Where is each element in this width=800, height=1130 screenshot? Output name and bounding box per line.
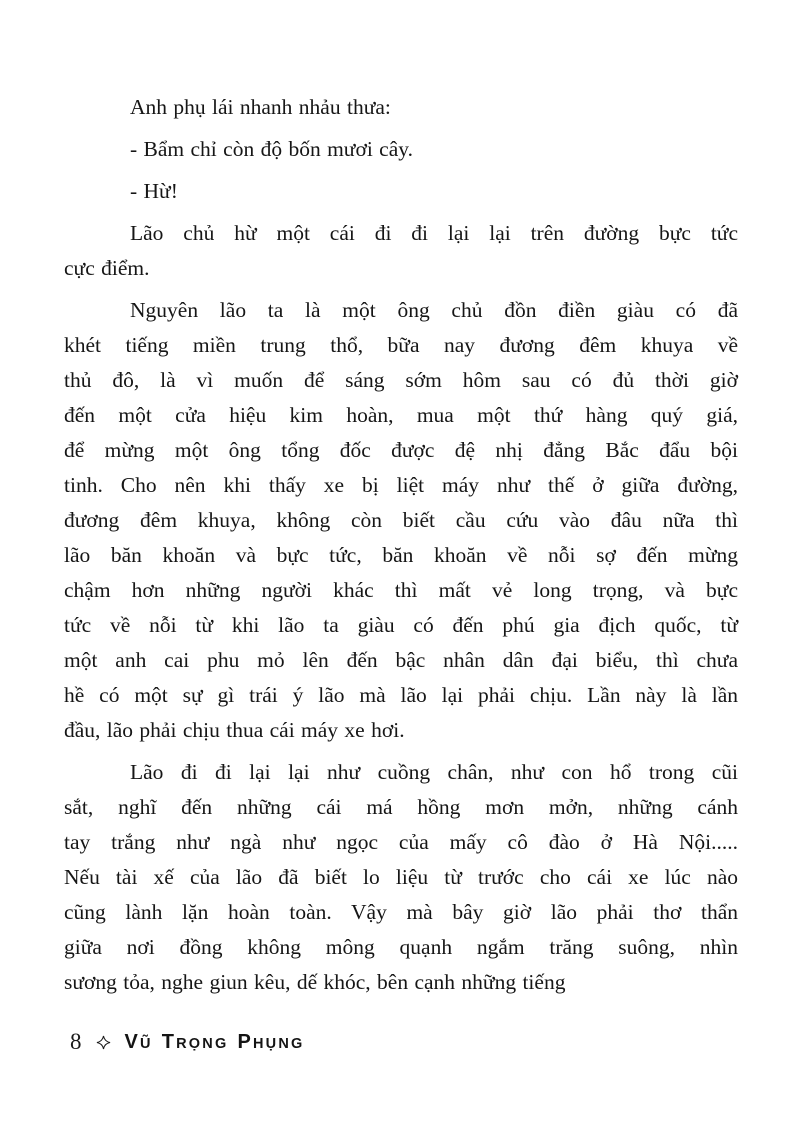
body-text	[64, 90, 738, 1007]
text-line: - Bẩm chỉ còn độ bốn mươi cây.	[130, 137, 413, 161]
text-line: đương đêm khuya, không còn biết cầu cứu vào đâu nữa thì	[64, 508, 738, 532]
author-running-head	[125, 1031, 305, 1054]
text-line: để mừng một ông tổng đốc được đệ nhị đẳng Bắc đẩu bội	[64, 438, 738, 462]
diamond-ornament-icon	[96, 1035, 111, 1050]
text-line: hề có một sự gì trái ý lão mà lão lại phải chịu. Lần này là lần	[64, 683, 738, 707]
paragraph	[64, 293, 738, 748]
text-line: một anh cai phu mỏ lên đến bậc nhân dân đại biểu, thì chưa	[64, 648, 738, 672]
text-line: Nếu tài xế của lão đã biết lo liệu từ trước cho cái xe lúc nào	[64, 865, 738, 889]
text-line: giữa nơi đồng không mông quạnh ngắm trăng suông, nhìn	[64, 935, 738, 959]
text-line: sương tỏa, nghe giun kêu, dế khóc, bên cạnh những tiếng	[64, 970, 566, 994]
text-line: lão băn khoăn và bực tức, băn khoăn về nỗi sợ đến mừng	[64, 543, 738, 567]
text-line: Anh phụ lái nhanh nhảu thưa:	[130, 95, 391, 119]
text-line: sắt, nghĩ đến những cái má hồng mơn mởn, những cánh	[64, 795, 738, 819]
author-word: PHỤNG	[237, 1030, 305, 1053]
paragraph	[64, 216, 738, 286]
paragraph	[64, 90, 738, 125]
text-line: đến một cửa hiệu kim hoàn, mua một thứ hàng quý giá,	[64, 403, 738, 427]
text-line: tức về nỗi từ khi lão ta giàu có đến phú gia địch quốc, từ	[64, 613, 738, 637]
text-line: tinh. Cho nên khi thấy xe bị liệt máy như thế ở giữa đường,	[64, 473, 738, 497]
text-line: thủ đô, là vì muốn để sáng sớm hôm sau có đủ thời giờ	[64, 368, 738, 392]
paragraph	[64, 132, 738, 167]
author-word: TRỌNG	[161, 1030, 229, 1053]
text-line: cực điểm.	[64, 256, 150, 280]
text-line: - Hừ!	[130, 179, 178, 203]
text-line: chậm hơn những người khác thì mất vẻ long trọng, và bực	[64, 578, 738, 602]
text-line: đầu, lão phải chịu thua cái máy xe hơi.	[64, 718, 405, 742]
text-line: cũng lành lặn hoàn toàn. Vậy mà bây giờ lão phải thơ thẩn	[64, 900, 738, 924]
text-line: tay trắng như ngà như ngọc của mấy cô đào ở Hà Nội.....	[64, 830, 738, 854]
paragraph	[64, 755, 738, 1000]
text-line: Lão đi đi lại lại như cuồng chân, như con hổ trong cũi	[130, 760, 738, 784]
page-footer	[70, 1028, 305, 1056]
text-line: Nguyên lão ta là một ông chủ đồn điền giàu có đã	[130, 298, 738, 322]
text-line: khét tiếng miền trung thổ, bữa nay đương đêm khuya về	[64, 333, 738, 357]
text-line: Lão chủ hừ một cái đi đi lại lại trên đường bực tức	[130, 221, 738, 245]
paragraph	[64, 174, 738, 209]
page-number: 8	[70, 1029, 82, 1054]
author-word: VŨ	[124, 1030, 153, 1053]
